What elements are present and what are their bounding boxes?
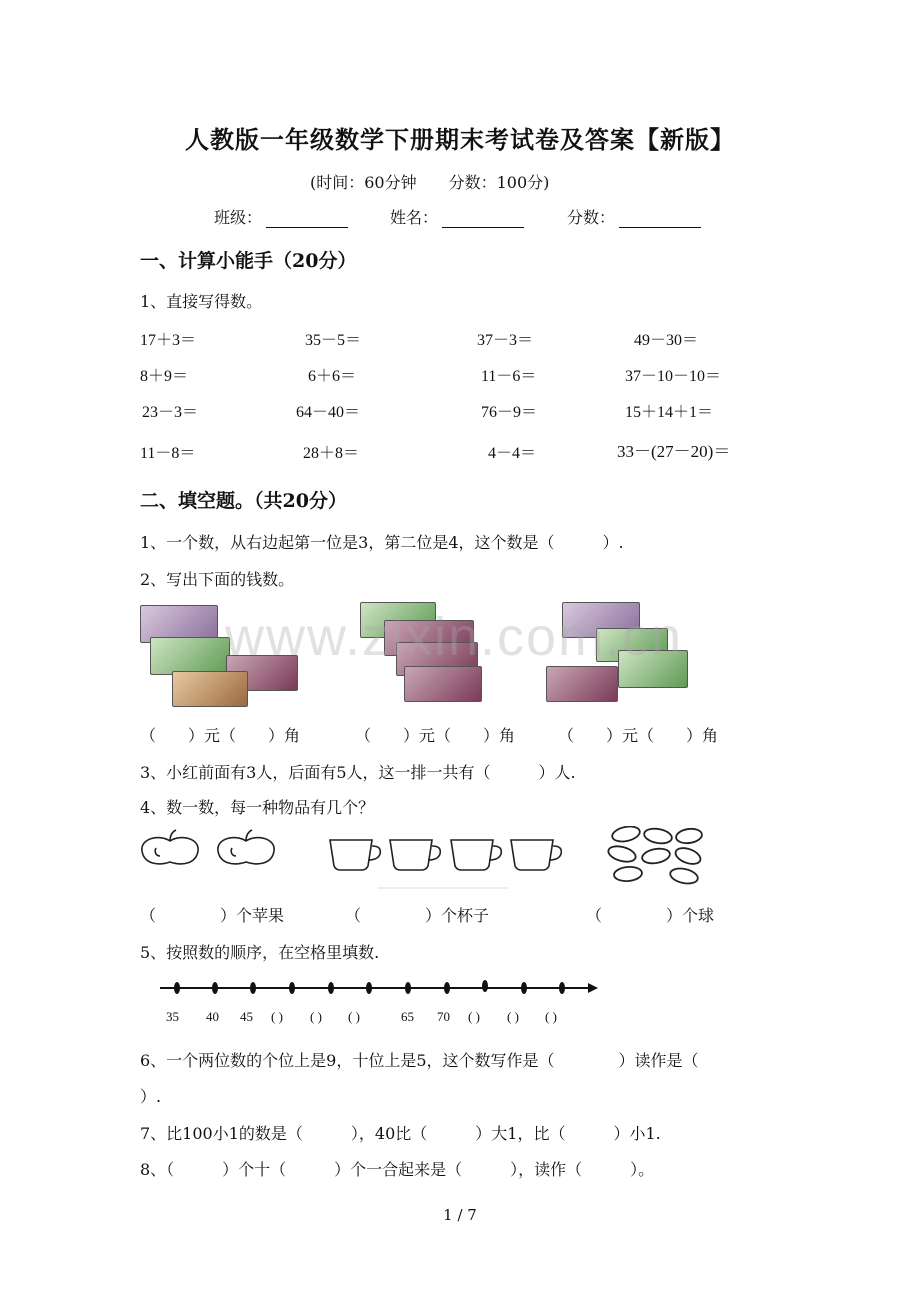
calc-item: 6＋6＝	[308, 368, 357, 385]
name-label: 姓名：	[390, 208, 439, 227]
name-field[interactable]	[390, 205, 524, 228]
question-2-1: 1、一个数，从右边起第一位是3，第二位是4，这个数是（ ）.	[140, 533, 624, 552]
class-blank[interactable]	[266, 209, 348, 228]
calc-item: 76－9＝	[481, 404, 538, 421]
number-line-blank[interactable]: ( )	[468, 1009, 480, 1024]
apple-icon	[218, 830, 274, 864]
page-number: 1 / 7	[443, 1206, 477, 1224]
ball-icon	[607, 826, 703, 886]
calc-item: 33－(27－20)＝	[617, 442, 731, 461]
cup-icon	[330, 840, 380, 870]
score-blank[interactable]	[619, 209, 701, 228]
calc-item: 49－30＝	[634, 332, 699, 349]
section-1-heading: 一、计算小能手（20分）	[140, 250, 357, 272]
calc-item: 28＋8＝	[303, 445, 360, 462]
question-1-1: 1、直接写得数。	[140, 292, 263, 311]
calc-item: 8＋9＝	[140, 368, 189, 385]
question-2-3: 3、小红前面有3人，后面有5人，这一排一共有（ ）人.	[140, 763, 576, 782]
calc-item: 37－10－10＝	[625, 368, 722, 385]
number-line-blank[interactable]: ( )	[310, 1009, 322, 1024]
calc-item: 17＋3＝	[140, 332, 197, 349]
calc-item: 4－4＝	[488, 445, 537, 462]
class-label: 班级：	[214, 208, 263, 227]
money-answer-2[interactable]: （ ）元（ ）角	[355, 726, 516, 745]
page-title: 人教版一年级数学下册期末考试卷及答案【新版】	[185, 125, 735, 154]
number-line-label: 70	[437, 1009, 450, 1024]
calc-item: 35－5＝	[305, 332, 362, 349]
counting-pictures	[138, 826, 738, 892]
calc-item: 23－3＝	[142, 404, 199, 421]
cup-icon	[511, 840, 561, 870]
number-line	[158, 978, 600, 998]
question-2-5: 5、按照数的顺序，在空格里填数.	[140, 943, 380, 962]
calc-item: 64－40＝	[296, 404, 361, 421]
calc-item: 15＋14＋1＝	[625, 404, 714, 421]
money-answer-1[interactable]: （ ）元（ ）角	[140, 726, 301, 745]
cup-icon	[390, 840, 440, 870]
number-line-label: 35	[166, 1009, 179, 1024]
number-line-blank[interactable]: ( )	[507, 1009, 519, 1024]
question-2-6-cont: ）.	[140, 1087, 162, 1106]
score-field[interactable]	[567, 205, 701, 228]
cup-icon	[451, 840, 501, 870]
count-answer-cups[interactable]: （ ）个杯子	[345, 906, 490, 925]
score-label: 分数：	[567, 208, 616, 227]
section-2-heading: 二、填空题。（共20分）	[140, 490, 347, 512]
number-line-label: 45	[240, 1009, 253, 1024]
question-2-7: 7、比100小1的数是（ ），40比（ ）大1，比（ ）小1.	[140, 1124, 661, 1143]
number-line-blank[interactable]: ( )	[348, 1009, 360, 1024]
number-line-label: 40	[206, 1009, 219, 1024]
watermark: www.zixin.com.cn	[225, 607, 684, 667]
question-2-8: 8、（ ）个十（ ）个一合起来是（ ），读作（ ）。	[140, 1160, 655, 1179]
question-2-4: 4、数一数，每一种物品有几个？	[140, 798, 375, 817]
class-field[interactable]	[214, 205, 348, 228]
question-2-2: 2、写出下面的钱数。	[140, 570, 295, 589]
apple-icon	[142, 830, 198, 864]
count-answer-balls[interactable]: （ ）个球	[586, 906, 715, 925]
number-line-label: 65	[401, 1009, 414, 1024]
calc-item: 11－6＝	[481, 368, 537, 385]
calc-item: 37－3＝	[477, 332, 534, 349]
calc-item: 11－8＝	[140, 445, 196, 462]
money-answer-3[interactable]: （ ）元（ ）角	[558, 726, 719, 745]
exam-time-score: (时间：60分钟 分数：100分)	[310, 173, 550, 192]
number-line-blank[interactable]: ( )	[271, 1009, 283, 1024]
number-line-blank[interactable]: ( )	[545, 1009, 557, 1024]
count-answer-apples[interactable]: （ ）个苹果	[140, 906, 285, 925]
question-2-6: 6、一个两位数的个位上是9，十位上是5，这个数写作是（ ）读作是（	[140, 1051, 699, 1070]
name-blank[interactable]	[442, 209, 524, 228]
